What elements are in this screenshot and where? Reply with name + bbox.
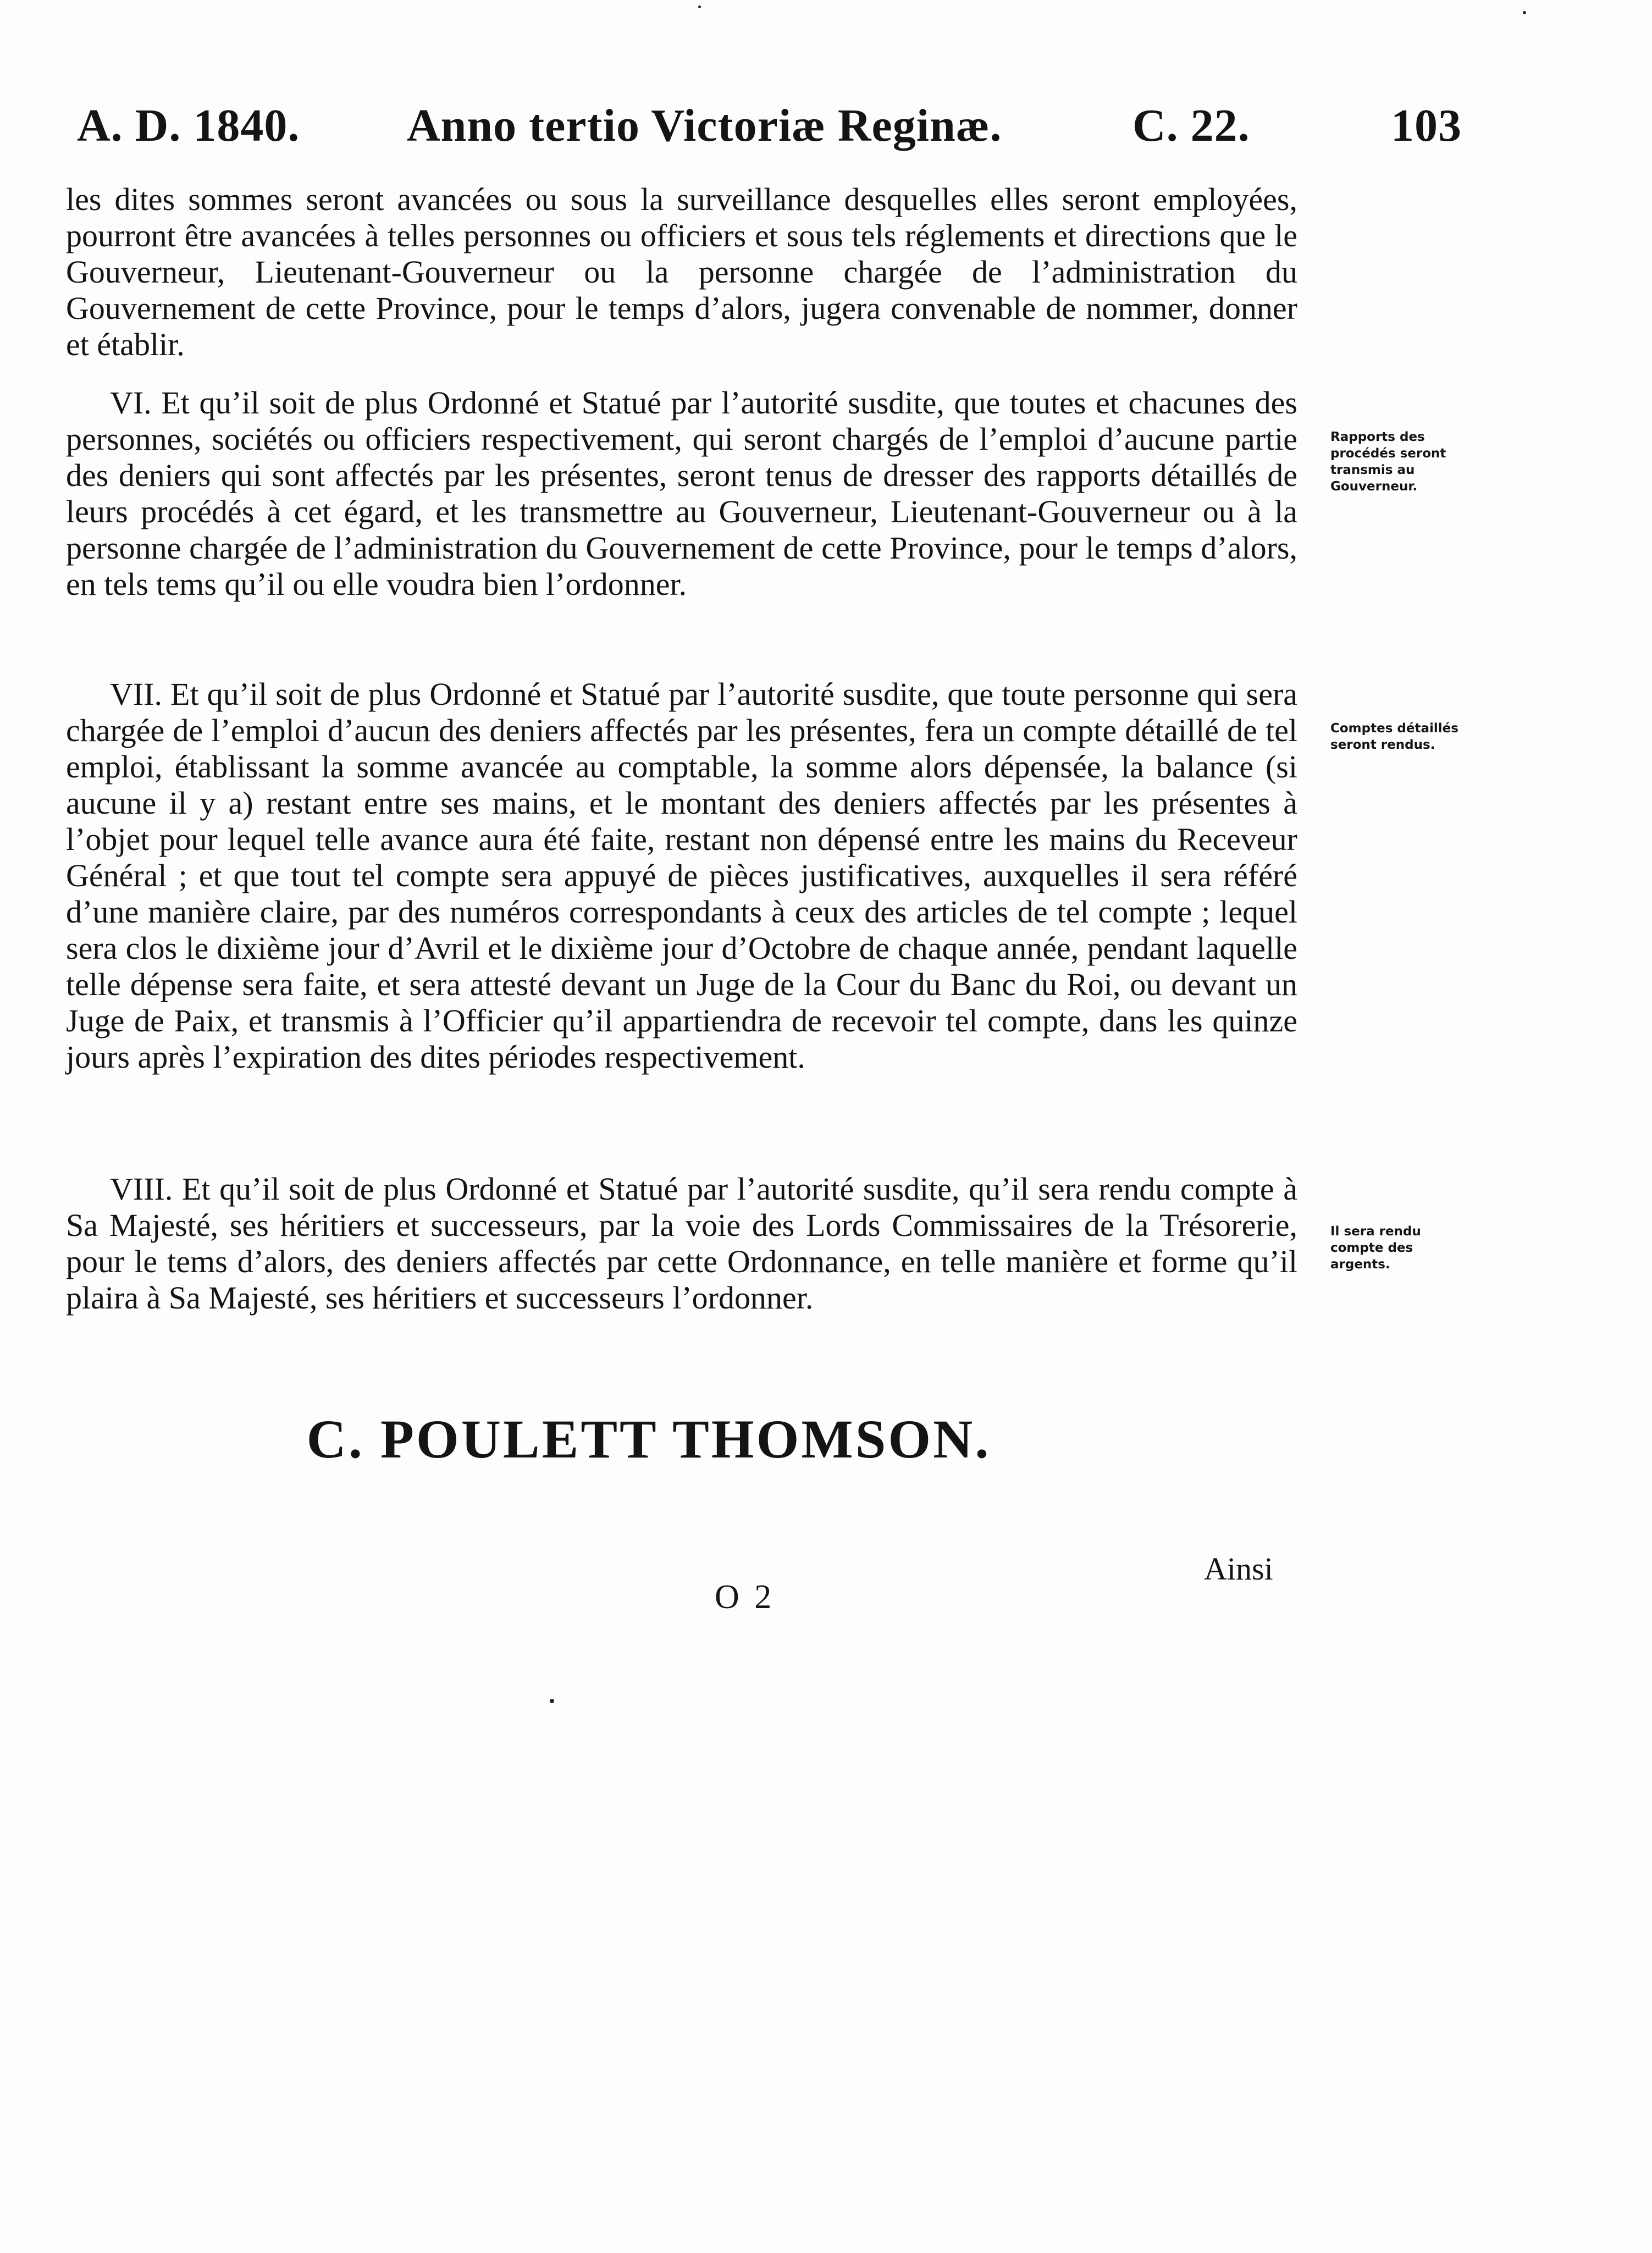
paragraph-section-6 [66, 385, 1297, 603]
header-date: A. D. 1840. [77, 100, 300, 151]
signature: C. POULETT THOMSON. [306, 1409, 991, 1470]
ink-speck [1523, 11, 1526, 14]
catchword: Ainsi [1204, 1551, 1273, 1587]
paragraph-section-7 [66, 676, 1297, 1075]
header-title: Anno tertio Victoriæ Reginæ. [407, 100, 1002, 151]
signature-mark: O 2 [715, 1578, 775, 1616]
paragraph-continuation [66, 181, 1297, 363]
ink-speck [698, 5, 701, 8]
page-number: 103 [1391, 100, 1462, 151]
paragraph-text: les dites sommes seront avancées ou sous la surveillance desquelles elles seront employées, pourront être avancées à telles personnes ou officiers et sous tels réglements et directions que le Gouverneur, Lieutenant-Gouverneur ou la personne chargée de l’administration du Gouvernement de cette Province, pour le temps d’alors, jugera convenable de nommer, donner et établir. [66, 181, 1297, 362]
side-note-section-6: Rapports des procédés seront transmis au Gouverneur. [1330, 430, 1446, 494]
paragraph-text: Et qu’il soit de plus Ordonné et Statué par l’autorité susdite, que toutes et chacunes des personnes, sociétés ou officiers respectivement, qui seront chargés de l’emploi d’aucune partie des deniers qui sont affectés par les présentes, seront tenus de dresser des rapports détaillés de leurs procédés à cet égard, et les transmettre au Gouverneur, Lieutenant-Gouverneur ou à la personne chargée de l’administration du Gouvernement de cette Province, pour le temps d’alors, en tels tems qu’il ou elle voudra bien l’ordonner. [66, 385, 1297, 602]
section-number: VIII. [110, 1171, 173, 1207]
section-number: VI. [110, 385, 152, 421]
side-note-section-7: Comptes détaillés seront rendus. [1330, 721, 1458, 752]
paragraph-text: Et qu’il soit de plus Ordonné et Statué par l’autorité susdite, qu’il sera rendu compte à Sa Majesté, ses héritiers et successeurs, par la voie des Lords Commissaires de la Trésorerie, pour le tems d’alors, des deniers affectés par cette Ordonnance, en telle manière et forme qu’il plaira à Sa Majesté, ses héritiers et successeurs l’ordonner. [66, 1171, 1298, 1316]
header-chapter: C. 22. [1132, 100, 1250, 151]
paragraph-text: Et qu’il soit de plus Ordonné et Statué par l’autorité susdite, que toute personne qui sera chargée de l’emploi d’aucun des deniers affectés par les présentes, fera un compte détaillé de tel emploi, établissant la somme avancée au comptable, la somme alors dépensée, la balance (si aucune il y a) restant entre ses mains, et le montant des deniers affectés par les présentes à l’objet pour lequel telle avance aura été faite, restant non dépensé entre les mains du Receveur Général ; et que tout tel compte sera appuyé de pièces justificatives, auxquelles il sera référé d’une manière claire, par des numéros correspondants à ceux des articles de tel compte ; lequel sera clos le dixième jour d’Avril et le dixième jour d’Octobre de chaque année, pendant laquelle telle dépense sera faite, et sera attesté devant un Juge de la Cour du Banc du Roi, ou devant un Juge de Paix, et transmis à l’Officier qu’il appartiendra de recevoir tel compte, dans les quinze jours après l’expiration des dites périodes respectivement. [66, 676, 1298, 1075]
paragraph-section-8 [66, 1171, 1297, 1316]
ink-speck [550, 1699, 554, 1703]
side-note-section-8: Il sera rendu compte des argents. [1330, 1224, 1421, 1272]
section-number: VII. [110, 676, 163, 712]
running-head [77, 99, 1484, 165]
